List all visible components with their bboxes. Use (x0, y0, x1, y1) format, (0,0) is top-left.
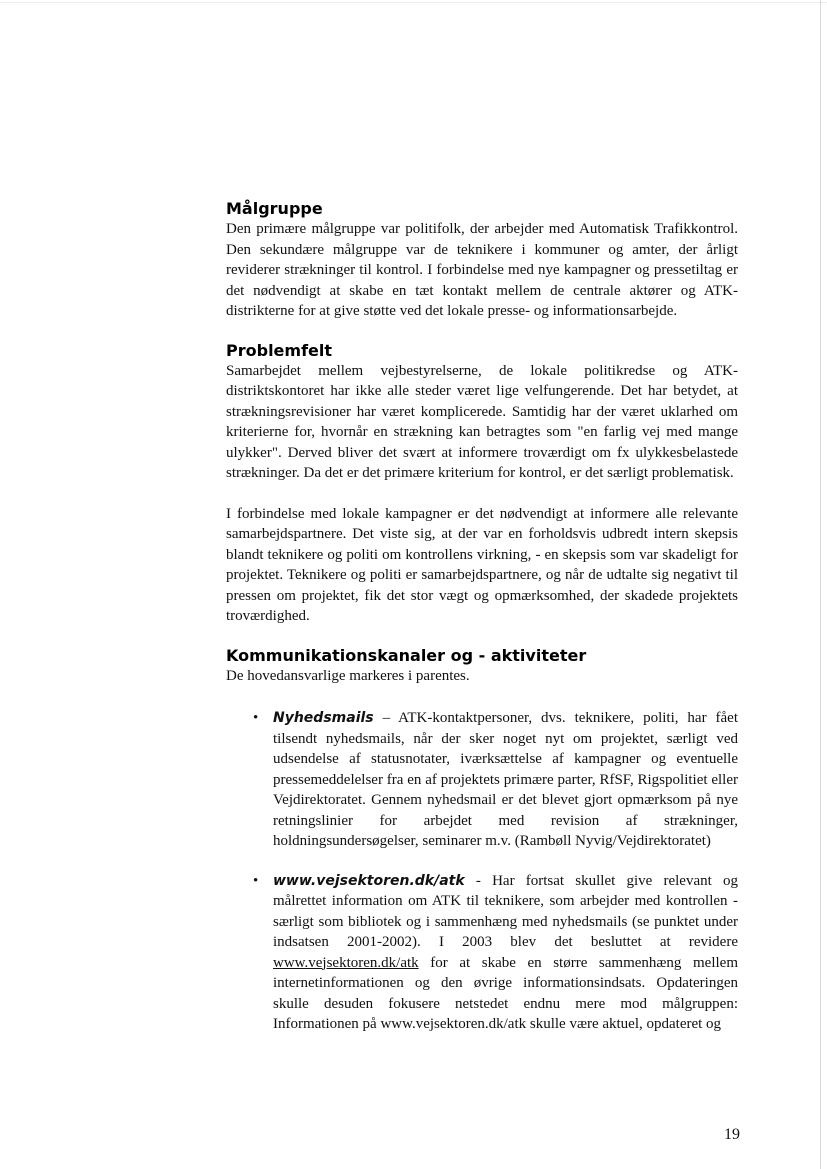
paragraph-problemfelt-2: I forbindelse med lokale kampagner er det nødvendigt at informere alle relevante samarbejdspartnere. Det viste sig, at der var en forholdsvis udbredt intern skepsis blandt teknikere og politi om kontrollens virkning, - en skepsis som var skadeligt for projektet. Teknikere og politi er samarbejdspartnere, og når de udtalte sig negativt til pressen om projektet, fik det stor vægt og opmærksomhed, der skadede projektets troværdighed. (226, 505, 738, 624)
text-nyhedsmails: – ATK-kontaktpersoner, dvs. teknikere, politi, har fået tilsendt nyhedsmails, når der sker noget nyt om projektet, særligt ved udsendelse af statusnotater, iværksættelse af kampagner og eventuelle pressemeddelelser fra en af projektets primære parter, RfSF, Rigspolitiet eller Vejdirektoratet. Gennem nyhedsmail er det blevet gjort opmærksom på nye retningslinier for arbejdet med revision af strækninger, holdningsundersøgelser, seminarer m.v. (Rambøll Nyvig/Vejdirektoratet) (273, 710, 738, 849)
paragraph-problemfelt-1: Samarbejdet mellem vejbestyrelserne, de lokale politikredse og ATK-distriktskontoret har ikke alle steder været lige velfungerende. Det har betydet, at strækningsrevisioner har været komplicerede. Samtidig har der været uklarhed om kriterierne for, hvornår en strækning kan betragtes som "en farlig vej med mange ulykker". Derved bliver det svært at informere troværdigt om fx ulykkesbelastede strækninger. Da det er det primære kriterium for kontrol, er det særligt problematisk. (226, 362, 738, 481)
scan-edge-top (0, 2, 827, 3)
heading-kommunikationskanaler: Kommunikationskanaler og - aktiviteter (226, 645, 587, 665)
bullet-marker: • (253, 710, 259, 726)
text-vejsektoren-before-link: - Har fortsat skullet give relevant og målrettet information om ATK til teknikere, som arbejder med kontrollen - særligt som bibliotek og i sammenhæng med nyhedsmails (se punktet under indsatsen 2001-2002). I 2003 blev det besluttet at revidere (273, 872, 738, 950)
heading-maalgruppe: Målgruppe (226, 199, 323, 218)
paragraph-maalgruppe: Den primære målgruppe var politifolk, der arbejder med Automatisk Trafikkontrol. Den sekundære målgruppe var de teknikere i kommuner og amter, der årligt reviderer strækninger til kontrol. I forbindelse med nye kampagner og pressetiltag er det nødvendigt at skabe en tæt kontakt mellem de centrale aktører og ATK-distrikterne for at give støtte ved det lokale presse- og informationsarbejde. (226, 221, 738, 319)
bullet-marker: • (253, 872, 259, 889)
page-number: 19 (724, 1126, 740, 1143)
document-body (226, 199, 738, 1035)
link-vejsektoren[interactable]: www.vejsektoren.dk/atk (273, 954, 419, 971)
text-vejsektoren-after-link: for at skabe en større sammenhæng mellem internetinformationen og den øvrige informationsindsats. Opdateringen skulle desuden fokusere netstedet endnu mere mod målgruppen: Informationen på www.vejsektoren.dk/atk skulle være aktuel, opdateret og (273, 954, 738, 1032)
heading-problemfelt: Problemfelt (226, 340, 333, 360)
scan-edge-right (820, 0, 821, 1169)
term-nyhedsmails: Nyhedsmails (273, 710, 374, 726)
paragraph-kommunikation-intro: De hovedansvarlige markeres i parentes. (226, 667, 470, 684)
list-item-nyhedsmails (226, 708, 738, 852)
activity-list (226, 708, 738, 1035)
term-vejsektoren: www.vejsektoren.dk/atk (273, 872, 465, 889)
list-item-vejsektoren (226, 871, 738, 1035)
